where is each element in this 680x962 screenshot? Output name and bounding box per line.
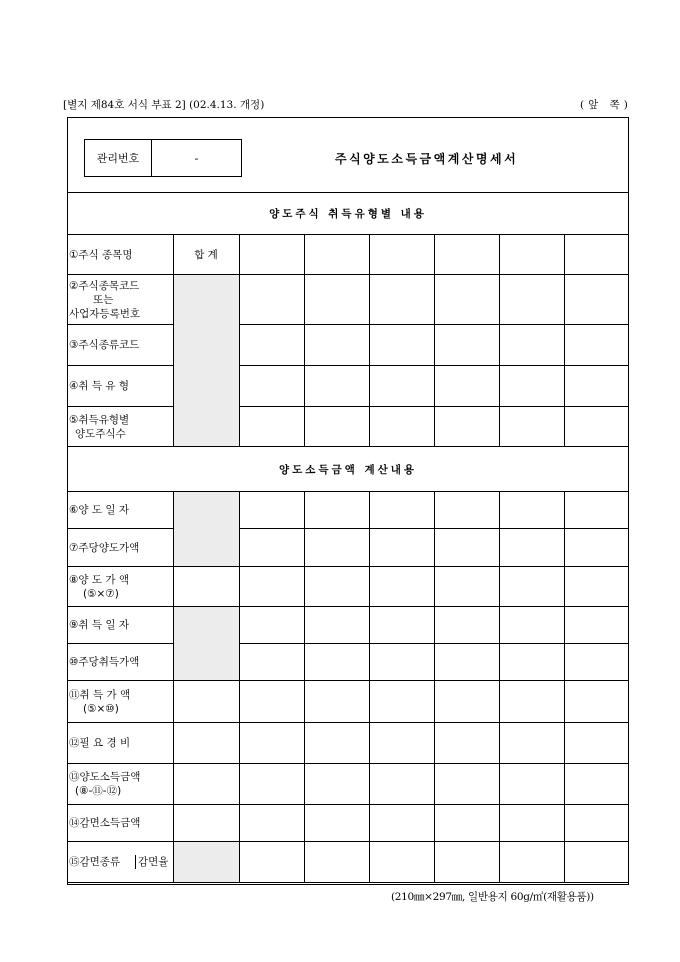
data-cell[interactable]	[499, 842, 564, 883]
data-cell[interactable]	[499, 764, 564, 805]
shaded-total-cell	[173, 492, 239, 567]
section-calculation-title: 양도소득금액 계산내용	[67, 447, 629, 492]
total-cell[interactable]	[173, 681, 239, 723]
row-label-line: 감면율	[135, 855, 168, 869]
table-row	[67, 644, 629, 681]
data-cell[interactable]	[434, 325, 499, 366]
row-label-necessary-expenses: ⑫필 요 경 비	[67, 723, 173, 764]
data-cell[interactable]	[304, 607, 369, 644]
row-label-reduced-income: ⑭감면소득금액	[67, 805, 173, 842]
data-cell[interactable]	[434, 681, 499, 723]
data-cell[interactable]	[304, 764, 369, 805]
row-label-stock-name: ①주식 종목명	[67, 235, 173, 275]
section-header-row	[67, 447, 629, 492]
data-cell[interactable]	[499, 644, 564, 681]
table-row	[67, 275, 629, 325]
table-row	[67, 723, 629, 764]
data-cell[interactable]	[239, 325, 304, 366]
row-label-acquisition-price	[67, 681, 173, 723]
management-number-box	[84, 139, 242, 177]
data-cell[interactable]	[564, 567, 629, 607]
data-cell[interactable]	[564, 235, 629, 275]
row-label-line: ⑤취득유형별	[69, 413, 130, 426]
table-row	[67, 805, 629, 842]
statement-table	[67, 192, 629, 883]
row-label-transfer-date: ⑥양 도 일 자	[67, 492, 173, 529]
data-cell[interactable]	[369, 366, 434, 407]
document-title: 주식양도소득금액계산명세서	[335, 152, 519, 166]
data-cell[interactable]	[499, 492, 564, 529]
row-label-line: 또는	[93, 293, 114, 306]
data-cell[interactable]	[304, 842, 369, 883]
data-cell[interactable]	[499, 567, 564, 607]
row-label-line: ⑮감면종류	[69, 856, 121, 868]
data-cell[interactable]	[564, 275, 629, 325]
data-cell[interactable]	[369, 764, 434, 805]
row-label-transfer-income	[67, 764, 173, 805]
data-cell[interactable]	[239, 681, 304, 723]
management-number-label: 관리번호	[85, 140, 152, 176]
data-cell[interactable]	[304, 567, 369, 607]
row-label-line: ⑧양 도 가 액	[69, 573, 129, 586]
data-cell[interactable]	[239, 235, 304, 275]
row-label-acquisition-price-per-share: ⑩주당취득가액	[67, 644, 173, 681]
table-row	[67, 529, 629, 567]
data-cell[interactable]	[434, 842, 499, 883]
data-cell[interactable]	[564, 644, 629, 681]
data-cell[interactable]	[564, 723, 629, 764]
data-cell[interactable]	[369, 325, 434, 366]
row-label-stock-code	[67, 275, 173, 325]
data-cell[interactable]	[369, 644, 434, 681]
table-row	[67, 407, 629, 447]
shaded-total-cell	[173, 842, 239, 883]
table-row	[67, 842, 629, 883]
data-cell[interactable]	[369, 607, 434, 644]
row-label-shares-by-type	[67, 407, 173, 447]
data-cell[interactable]	[239, 529, 304, 567]
row-label-acquisition-date: ⑨취 득 일 자	[67, 607, 173, 644]
data-cell[interactable]	[369, 407, 434, 447]
total-cell[interactable]	[173, 567, 239, 607]
page-side-label: (앞 쪽)	[580, 99, 632, 111]
data-cell[interactable]	[369, 492, 434, 529]
data-cell[interactable]	[304, 644, 369, 681]
data-cell[interactable]	[304, 366, 369, 407]
row-label-line: ⑬양도소득금액	[69, 771, 141, 783]
shaded-total-cell	[173, 275, 239, 447]
table-row	[67, 235, 629, 275]
row-label-transfer-price-per-share: ⑦주당양도가액	[67, 529, 173, 567]
data-cell[interactable]	[304, 805, 369, 842]
data-cell[interactable]	[564, 842, 629, 883]
data-cell[interactable]	[499, 275, 564, 325]
shaded-total-cell	[173, 607, 239, 681]
data-cell[interactable]	[239, 842, 304, 883]
data-cell[interactable]	[434, 407, 499, 447]
row-label-stock-type-code: ③주식종류코드	[67, 325, 173, 366]
data-cell[interactable]	[239, 764, 304, 805]
data-cell[interactable]	[564, 492, 629, 529]
data-cell[interactable]	[304, 529, 369, 567]
data-cell[interactable]	[499, 407, 564, 447]
data-cell[interactable]	[239, 607, 304, 644]
data-cell[interactable]	[434, 235, 499, 275]
data-cell[interactable]	[564, 805, 629, 842]
data-cell[interactable]	[499, 366, 564, 407]
section-header-row	[67, 193, 629, 235]
data-cell[interactable]	[434, 275, 499, 325]
row-label-line: ⑪취 득 가 액	[69, 688, 131, 701]
data-cell[interactable]	[304, 407, 369, 447]
data-cell[interactable]	[239, 644, 304, 681]
data-cell[interactable]	[239, 407, 304, 447]
data-cell[interactable]	[304, 492, 369, 529]
row-label-line: ②주식종목코드	[69, 279, 140, 292]
row-label-transfer-price	[67, 567, 173, 607]
data-cell[interactable]	[304, 235, 369, 275]
data-cell[interactable]	[304, 275, 369, 325]
table-row	[67, 764, 629, 805]
management-number-value[interactable]: -	[194, 151, 199, 165]
total-cell[interactable]	[173, 805, 239, 842]
row-label-reduction-type	[67, 842, 173, 883]
data-cell[interactable]	[304, 681, 369, 723]
row-label-line: (⑤×⑩)	[83, 702, 119, 715]
table-row	[67, 366, 629, 407]
data-cell[interactable]	[369, 567, 434, 607]
data-cell[interactable]	[499, 529, 564, 567]
data-cell[interactable]	[304, 723, 369, 764]
row-label-line: (⑧-⑪-⑫)	[75, 785, 122, 797]
data-cell[interactable]	[564, 681, 629, 723]
data-cell[interactable]	[239, 805, 304, 842]
data-cell[interactable]	[369, 681, 434, 723]
table-row	[67, 607, 629, 644]
data-cell[interactable]	[499, 235, 564, 275]
reduction-label-split	[69, 855, 173, 869]
section-acquisition-title: 양도주식 취득유형별 내용	[67, 193, 629, 235]
data-cell[interactable]	[499, 805, 564, 842]
data-cell[interactable]	[369, 805, 434, 842]
data-cell[interactable]	[434, 723, 499, 764]
data-cell[interactable]	[499, 325, 564, 366]
form-reference: [별지 제84호 서식 부표 2] (02.4.13. 개정)	[63, 99, 265, 111]
data-cell[interactable]	[434, 567, 499, 607]
data-cell[interactable]	[369, 723, 434, 764]
data-cell[interactable]	[499, 723, 564, 764]
data-cell[interactable]	[434, 492, 499, 529]
row-label-line: 양도주식수	[75, 427, 126, 440]
data-cell[interactable]	[499, 607, 564, 644]
total-cell[interactable]	[173, 764, 239, 805]
data-cell[interactable]	[434, 805, 499, 842]
data-cell[interactable]	[304, 325, 369, 366]
data-cell[interactable]	[369, 235, 434, 275]
data-cell[interactable]	[239, 275, 304, 325]
data-cell[interactable]	[564, 764, 629, 805]
data-cell[interactable]	[564, 607, 629, 644]
data-cell[interactable]	[369, 529, 434, 567]
data-cell[interactable]	[434, 764, 499, 805]
row-label-acquisition-type: ④취 득 유 형	[67, 366, 173, 407]
total-cell[interactable]	[173, 723, 239, 764]
data-cell[interactable]	[239, 567, 304, 607]
table-row	[67, 492, 629, 529]
data-cell[interactable]	[499, 681, 564, 723]
row-label-line: (⑤×⑦)	[83, 587, 119, 600]
data-cell[interactable]	[434, 644, 499, 681]
data-cell[interactable]	[434, 366, 499, 407]
paper-spec-footer: (210㎜×297㎜, 일반용지 60g/㎡(재활용품))	[391, 891, 594, 903]
data-cell[interactable]	[239, 492, 304, 529]
data-cell[interactable]	[434, 607, 499, 644]
data-cell[interactable]	[239, 366, 304, 407]
data-cell[interactable]	[239, 723, 304, 764]
total-column-header: 합 계	[173, 235, 239, 275]
data-cell[interactable]	[564, 529, 629, 567]
table-row	[67, 567, 629, 607]
data-cell[interactable]	[434, 529, 499, 567]
data-cell[interactable]	[564, 366, 629, 407]
data-cell[interactable]	[369, 275, 434, 325]
row-label-line: 사업자등록번호	[69, 307, 141, 320]
data-cell[interactable]	[369, 842, 434, 883]
data-cell[interactable]	[564, 407, 629, 447]
table-row	[67, 325, 629, 366]
table-row	[67, 681, 629, 723]
data-cell[interactable]	[564, 325, 629, 366]
